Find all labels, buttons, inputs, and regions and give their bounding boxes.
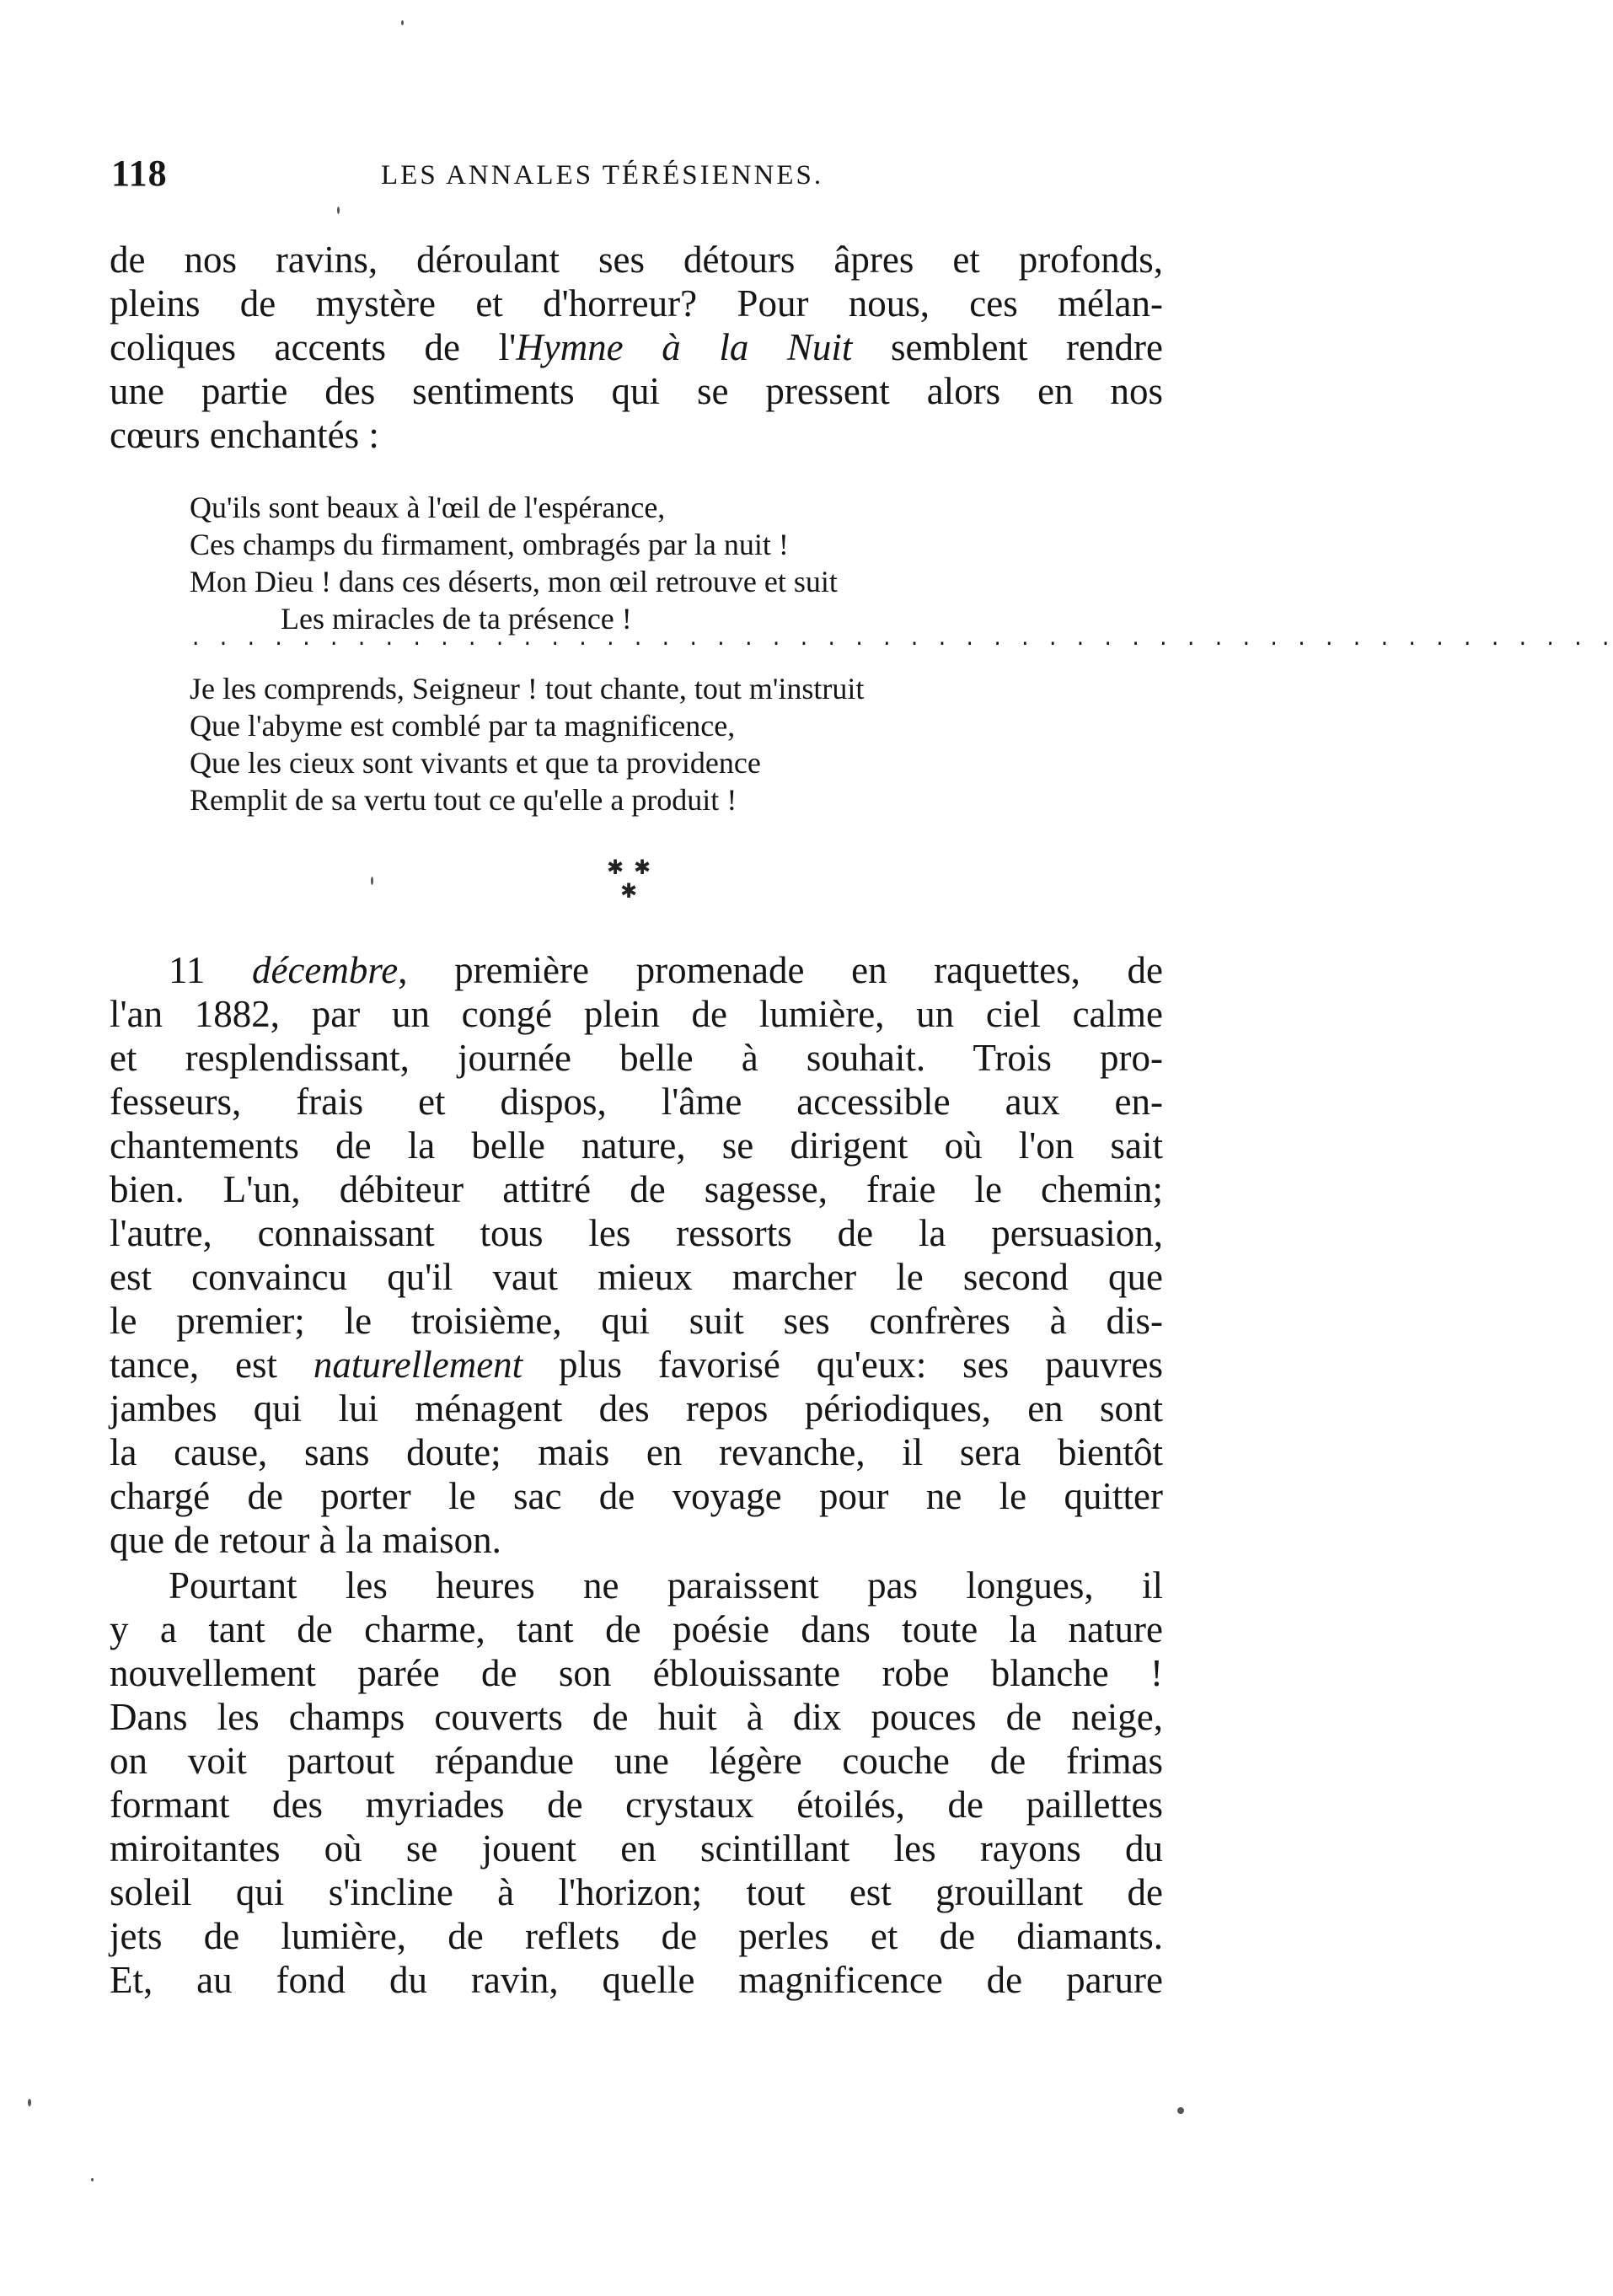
text-line: une partie des sentiments qui se pressent alors en nos [110,370,1163,412]
text-line: l'autre, connaissant tous les ressorts de la persuasion, [110,1212,1163,1254]
text-line: nouvellement parée de son éblouissante robe blanche ! [110,1652,1163,1694]
paragraph-top [110,238,1163,457]
running-title: LES ANNALES TÉRÉSIENNES. [381,160,824,190]
text-line: jambes qui lui ménagent des repos périodiques, en sont [110,1387,1163,1430]
text-line: est convaincu qu'il vaut mieux marcher le second que [110,1256,1163,1298]
poem-stanza-1 [190,489,1100,637]
text-line: chantements de la belle nature, se dirigent où l'on sait [110,1124,1163,1167]
text-line: on voit partout répandue une légère couche de frimas [110,1740,1163,1782]
scan-speck [371,877,373,885]
text-line: la cause, sans doute; mais en revanche, il sera bientôt [110,1431,1163,1473]
text-line: et resplendissant, journée belle à souhait. Trois pro- [110,1037,1163,1079]
asterism-icon: ✱ ✱ ✱ [607,856,651,903]
text-line: formant des myriades de crystaux étoilés, de paillettes [110,1784,1163,1826]
text-line: chargé de porter le sac de voyage pour ne le quitter [110,1475,1163,1517]
text-line: de nos ravins, déroulant ses détours âpres et profonds, [110,239,1163,281]
scan-speck [28,2099,31,2106]
poem-line: Que les cieux sont vivants et que ta providence [190,746,761,780]
text-line: Et, au fond du ravin, quelle magnificence de parure [110,1959,1163,2001]
date-month: décembre [251,949,399,991]
ellipsis-divider: . . . . . . . . . . . . . . . . . . . . . . . . . . . . . . . . . . . . . . . . . . . . . . . . . . . . [190,629,1613,652]
page-number: 118 [111,153,168,194]
text-line: miroitantes où se jouent en scintillant les rayons du [110,1827,1163,1870]
text-line: coliques accents de l'Hymne à la Nuit semblent rendre [110,326,1163,368]
poem-stanza-2 [190,670,1100,818]
paragraph-snow [110,1564,1163,2002]
text-line: soleil qui s'incline à l'horizon; tout est grouillant de [110,1871,1163,1913]
text-line: tance, est naturellement plus favorisé qu'eux: ses pauvres [110,1344,1163,1386]
scan-speck [1177,2107,1184,2114]
scan-speck [91,2178,94,2181]
emphasis-word: naturellement [313,1344,523,1386]
hymn-title: Hymne à la Nuit [516,326,853,368]
poem-line: Mon Dieu ! dans ces déserts, mon œil retrouve et suit [190,565,838,598]
text-line: 11 décembre, première promenade en raquettes, de [169,949,1163,991]
text-line: y a tant de charme, tant de poésie dans toute la nature [110,1608,1163,1650]
text-line: le premier; le troisième, qui suit ses confrères à dis- [110,1300,1163,1342]
poem-line: Qu'ils sont beaux à l'œil de l'espérance, [190,491,666,524]
text-line: jets de lumière, de reflets de perles et de diamants. [110,1915,1163,1957]
text-line: pleins de mystère et d'horreur? Pour nous, ces mélan- [110,282,1163,325]
text-line: Dans les champs couverts de huit à dix pouces de neige, [110,1696,1163,1738]
poem-line: Les miracles de ta présence ! [281,602,632,636]
text-line: que de retour à la maison. [110,1519,501,1561]
poem-line: Je les comprends, Seigneur ! tout chante, tout m'instruit [190,672,865,705]
scan-speck [401,20,404,25]
text-line: l'an 1882, par un congé plein de lumière, un ciel calme [110,993,1163,1035]
text-line: Pourtant les heures ne paraissent pas longues, il [169,1564,1163,1607]
text-line: cœurs enchantés : [110,414,379,456]
page-header [111,152,1131,202]
scan-speck [337,207,340,214]
text-line: bien. L'un, débiteur attitré de sagesse, fraie le chemin; [110,1168,1163,1210]
paragraph-december [110,948,1163,1562]
text-line: fesseurs, frais et dispos, l'âme accessible aux en- [110,1081,1163,1123]
poem-line: Que l'abyme est comblé par ta magnificence, [190,709,736,743]
poem-line: Ces champs du firmament, ombragés par la nuit ! [190,528,789,561]
poem-line: Remplit de sa vertu tout ce qu'elle a produit ! [190,783,737,817]
